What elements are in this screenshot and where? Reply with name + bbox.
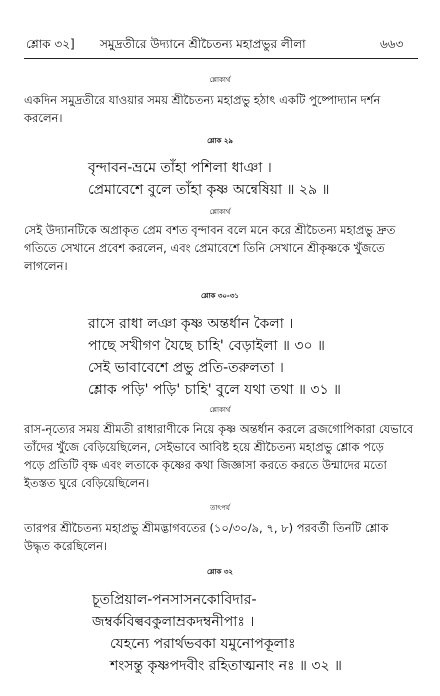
verse-line: পাছে সখীগণ যৈছে চাহি' বেড়াইলা ॥ ৩০ ॥ bbox=[88, 338, 325, 354]
translation-heading: শ্লোকার্থ bbox=[209, 406, 231, 414]
translation-line: রাস-নৃত্যের সময় শ্রীমতী রাধারাণীকে নিয়ে কৃষ্ণ অন্তর্ধান করলে ব্রজগোপিকারা যেভাবে bbox=[24, 422, 414, 436]
header-divider bbox=[24, 58, 418, 59]
header-verse-ref: শ্লোক ৩২] bbox=[26, 37, 75, 51]
translation-heading: শ্লোকার্থ bbox=[209, 76, 231, 84]
verse-line: শংসন্তু কৃষ্ণপদবীং রহিতাত্মনাং নঃ ॥ ৩২ ॥ bbox=[110, 658, 342, 674]
purport-heading: তাৎপর্য bbox=[210, 504, 230, 512]
verse-title: শ্লোক ৩২ bbox=[207, 568, 233, 576]
translation-line: করলেন। bbox=[24, 111, 63, 125]
purport-line: উদ্ধৃত করেছিলেন। bbox=[24, 539, 108, 553]
verse-line: শ্লোক পড়ি' পড়ি' চাহি' বুলে যথা তথা ॥ ৩১ ॥ bbox=[88, 382, 341, 398]
translation-line: পড়ে প্রতিটি বৃক্ষ এবং লতাকে কৃষ্ণের কথা জিজ্ঞাসা করতে করতে উন্মাদের মতো bbox=[24, 458, 387, 472]
translation-line: সেই উদ্যানটিকে অপ্রাকৃত প্রেম বশত বৃন্দাবন বলে মনে করে শ্রীচৈতন্য মহাপ্রভু দ্রুত bbox=[24, 223, 396, 237]
translation-line: লাগলেন। bbox=[24, 259, 68, 273]
verse-line: সেই ভাবাবেশে প্রভু প্রতি-তরুলতা । bbox=[88, 360, 284, 376]
translation-line: ইতস্তত ঘুরে বেড়িয়েছিলেন। bbox=[24, 476, 150, 490]
translation-line: গতিতে সেখানে প্রবেশ করলেন, এবং প্রেমাবেশে তিনি সেখানে শ্রীকৃষ্ণকে খুঁজতে bbox=[24, 241, 385, 255]
verse-line: চূতপ্রিয়াল-পনসাসনকোবিদার- bbox=[92, 592, 257, 608]
translation-line: একদিন সমুদ্রতীরে যাওয়ার সময় শ্রীচৈতন্য মহাপ্রভু হঠাৎ একটি পুষ্পোদ্যান দর্শন bbox=[24, 93, 381, 107]
verse-line: বৃন্দাবন-ভ্রমে তাঁহা পশিলা ধাঞা । bbox=[88, 160, 272, 176]
header-page-number: ৬৬৩ bbox=[380, 37, 404, 51]
verse-title: শ্লোক ২৯ bbox=[207, 137, 233, 145]
verse-line: জম্বর্কবিল্ববকুলাম্রকদম্বনীপাঃ । bbox=[92, 614, 255, 630]
header-chapter-title: সমুদ্রতীরে উদ্যানে শ্রীচৈতন্য মহাপ্রভুর লীলা bbox=[100, 37, 306, 51]
translation-heading: শ্লোকার্থ bbox=[209, 208, 231, 216]
verse-line: যেহন্যে পরার্থভবকা যমুনোপকূলাঃ bbox=[110, 636, 296, 652]
purport-line: তারপর শ্রীচৈতন্য মহাপ্রভু শ্রীমদ্ভাগবতের (১০/৩০/৯, ৭, ৮) পরবর্তী তিনটি শ্লোক bbox=[24, 521, 389, 535]
verse-line: প্রেমাবেশে বুলে তাঁহা কৃষ্ণ অন্বেষিয়া ॥ ২৯ ॥ bbox=[88, 182, 330, 198]
translation-line: তাঁদের খুঁজে বেড়িয়েছিলেন, সেইভাবে আবিষ্ট হয়ে শ্রীচৈতন্য মহাপ্রভু শ্লোক পড়ে bbox=[24, 440, 384, 454]
verse-line: রাসে রাধা লঞা কৃষ্ণ অন্তর্ধান কৈলা । bbox=[88, 316, 294, 332]
verse-title: শ্লোক ৩০-৩১ bbox=[201, 292, 239, 300]
